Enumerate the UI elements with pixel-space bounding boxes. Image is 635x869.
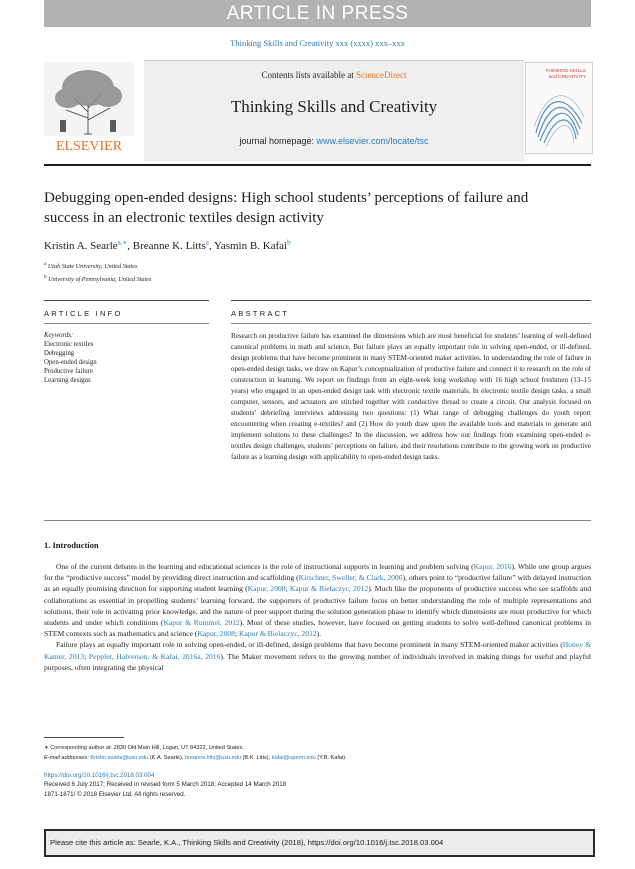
cover-title-line2: and CREATIVITY: [548, 74, 586, 80]
introduction-body: [44, 561, 591, 673]
keyword-item: Learning designs: [44, 376, 91, 384]
paragraph-text: ).: [316, 629, 322, 639]
keyword-item: Electronic textiles: [44, 340, 94, 348]
journal-cover-thumbnail: [525, 62, 593, 154]
journal-reference[interactable]: Thinking Skills and Creativity xxx (xxxx) xxx–xxx: [230, 38, 405, 48]
footnotes: [44, 743, 347, 763]
article-title: Debugging open-ended designs: High school students’ perceptions of failure and success in an electronic textiles design activity: [44, 190, 529, 226]
journal-title: Thinking Skills and Creativity: [230, 97, 438, 116]
paragraph-text: ). Much like the proponents of productive success who see scaffolds and collaborations as essential in propelling students’ learning forward, the supporters of productive failure focus on better understanding the role of multiple representations and solutions, their role in activating prior knowledge, and the nature of peer support during the solution generation phase to identify which dimensions are most productive for which students and under which conditions (: [44, 584, 591, 628]
keyword-item: Open-ended design: [44, 358, 97, 366]
citation-link[interactable]: Peppler, Halverson, & Kafai, 2016a, 2016: [88, 651, 221, 661]
citation-link[interactable]: Kapur, 2008: [197, 629, 235, 639]
homepage-link[interactable]: www.elsevier.com/locate/tsc: [316, 136, 429, 146]
keyword-item: Productive failure: [44, 367, 93, 375]
email-link-litts[interactable]: breanne.litts@usu.edu: [184, 755, 241, 761]
paragraph-text: ;: [285, 584, 290, 594]
elsevier-wordmark: ELSEVIER: [55, 139, 123, 154]
journal-homepage: [144, 136, 524, 146]
abstract-heading: ABSTRACT: [231, 309, 290, 318]
introduction-paragraph-2: [44, 639, 591, 673]
issn-copyright: 1871-1871/ © 2018 Elsevier Ltd. All rights reserved.: [44, 790, 186, 798]
citation-box: Please cite this article as: Searle, K.A., Thinking Skills and Creativity (2018), https://doi.org/10.1016/j.tsc.2018.03.004: [44, 829, 595, 857]
masthead-center-panel: [144, 60, 524, 161]
author-2[interactable]: Breanne K. Litts$^a$,: [132, 238, 214, 252]
paragraph-text: ;: [84, 651, 89, 661]
homepage-prefix: journal homepage:: [239, 136, 317, 146]
paragraph-text: ). While one group argues for the “productive success” model by providing direct instruction and scaffolding (: [44, 562, 591, 583]
paragraph-text: ), others point to “productive failure” with delayed instruction as an equally promising direction for supporting student learning (: [44, 573, 592, 594]
citation-link[interactable]: Kapur, 2008: [247, 584, 286, 594]
affiliation-b: $^b$ University of Pennsylvania, United States: [44, 274, 152, 284]
received-dates: Received 6 July 2017; Received in revised form 5 March 2018; Accepted 14 March 2018: [44, 781, 287, 789]
corresponding-author-note: ∗ Corresponding author at: 2830 Old Main Hill, Logan, UT 84322, United States.: [44, 745, 244, 751]
doi-link[interactable]: https://doi.org/10.1016/j.tsc.2018.03.004: [44, 772, 155, 779]
abstract-text: Research on productive failure has examined the dimensions which are most beneficial for students’ learning of well-defined canonical problems in math and science. But failure plays an equally important role in solving open-ended, or ill-defined, design problems that have become prominent in many STEM-oriented maker activities. In understanding the role of failure in open-ended design tasks, we draw on Kapur’s conceptualization of productive failure and connect it to research on the role of construction in learning. We report on findings from an eight-week long workshop with 16 high school freshmen (13–15 years) who engaged in an open-ended design task with electronic textile materials. In electronic textile design tasks, a small computer, sensors, and actuators are stitched together with conductive thread to create a circuit. Our analysis focused on students’ debriefing interviews addressing two questions: (1) What range of debugging challenges do youth report encountering when creating e-textiles? and (2) How do youth draw upon the available tools and materials to generate and implement solutions to these challenges? In the discussion, we address how our findings from examining open-ended e-textiles design challenges, students’ perceptions on failure, and their resolutions contribute to the growing work on productive failure as a learning design with applicability to open-ended design tasks.: [231, 332, 591, 461]
citation-link[interactable]: Kirschner, Sweller, & Clark, 2006: [298, 573, 403, 583]
citation-link[interactable]: Honey & Kanter, 2013: [44, 640, 591, 661]
contents-prefix: Contents lists available at: [261, 70, 356, 80]
elsevier-logo: [44, 62, 134, 156]
article-in-press-banner: ARTICLE IN PRESS: [44, 0, 591, 27]
introduction-paragraph-1: [44, 561, 591, 639]
article-info-heading: ARTICLE INFO: [44, 309, 123, 318]
affiliations: [44, 259, 151, 285]
keywords-label: Keywords:: [44, 332, 74, 339]
sciencedirect-link[interactable]: ScienceDirect: [356, 70, 407, 80]
cover-art-icon: [526, 63, 592, 153]
footnote-rule: [44, 737, 124, 738]
email-label: E-mail addresses:: [44, 755, 91, 761]
contents-line: [144, 70, 524, 80]
author-list: [44, 238, 291, 252]
section-heading-introduction: 1. Introduction: [44, 540, 99, 550]
masthead-rule: [44, 164, 591, 166]
elsevier-tree-icon: [44, 62, 134, 156]
paragraph-text: ;: [234, 629, 239, 639]
email-addresses: E-mail addresses: Kristin.searle@usu.edu (K.A. Searle), breanne.litts@usu.edu (B.K. Litts), kafai@upenn.edu (Y.B. Kafai).: [44, 755, 347, 761]
paragraph-text: ). Most of these studies, however, have focused on getting students to solve well-defined canonical problems in STEM contexts such as mathematics and science (: [44, 618, 591, 639]
email-link-searle[interactable]: Kristin.searle@usu.edu: [90, 755, 149, 761]
paragraph-text: One of the current debates in the learning and educational sciences is the role of instructional supports in learning and problem solving (: [56, 562, 474, 571]
affiliation-a: $^a$ Utah State University, United States: [44, 261, 138, 271]
citation-link[interactable]: Kapur & Bielaczyc, 2012: [289, 584, 369, 594]
author-3[interactable]: Yasmin B. Kafai$^b$: [213, 238, 291, 252]
article-info-top-rule: [44, 300, 209, 301]
journal-masthead: [44, 60, 591, 160]
abstract-under-rule: [231, 323, 591, 324]
paragraph-text: Failure plays an equally important role in solving open-ended, or ill-defined, design problems that have become prominent in many STEM-oriented maker activities (: [56, 640, 563, 650]
email-link-kafai[interactable]: kafai@upenn.edu: [271, 755, 316, 761]
article-metadata: [44, 771, 286, 799]
paragraph-text: ). The Maker movement refers to the growing number of individuals involved in making things for useful and playful purposes, often integrating the physical: [44, 651, 592, 672]
article-info-under-rule: [44, 323, 209, 324]
cover-title-line1: THINKING SKILLS: [545, 69, 586, 74]
abstract-top-rule: [231, 300, 591, 301]
author-1[interactable]: Kristin A. Searle$^{a,∗}$,: [44, 238, 133, 252]
keywords-block: [44, 332, 97, 385]
keyword-item: Debugging: [44, 349, 75, 357]
citation-link[interactable]: Kapur & Rummel, 2012: [163, 618, 240, 628]
citation-link[interactable]: Kapur, 2016: [473, 562, 512, 571]
abstract-bottom-rule: [44, 520, 591, 521]
citation-link[interactable]: Kapur & Bielaczyc, 2012: [239, 629, 317, 639]
